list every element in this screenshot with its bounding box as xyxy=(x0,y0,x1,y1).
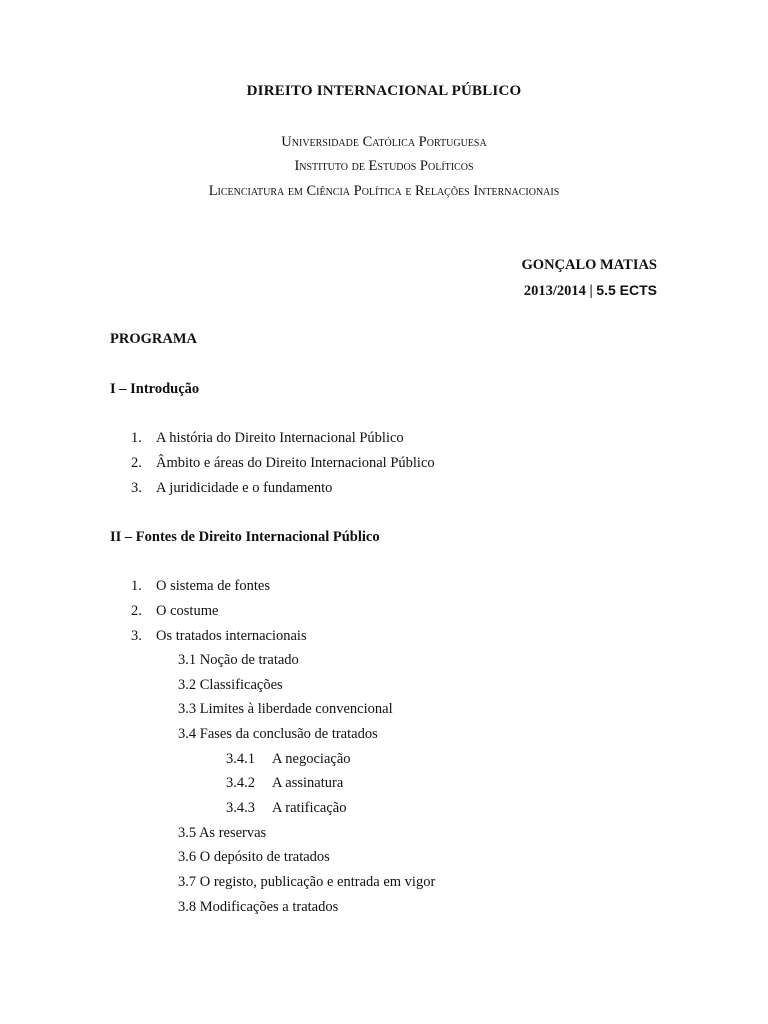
sub-list-item: 3.3 Limites à liberdade convencional xyxy=(178,701,393,717)
list-number: 1. xyxy=(131,578,142,594)
ects-credits: 5.5 ECTS xyxy=(596,282,657,298)
list-text: Âmbito e áreas do Direito Internacional Público xyxy=(156,455,435,471)
document-title: DIREITO INTERNACIONAL PÚBLICO xyxy=(246,83,522,99)
sub-sub-number: 3.4.2 xyxy=(226,775,255,791)
sub-sub-text: A ratificação xyxy=(272,800,347,816)
list-number: 3. xyxy=(131,628,142,644)
sub-sub-text: A assinatura xyxy=(272,775,344,791)
sub-list-item: 3.4 Fases da conclusão de tratados xyxy=(178,726,378,742)
author-name: GONÇALO MATIAS xyxy=(521,257,657,273)
degree-name: Licenciatura em Ciência Política e Relações Internacionais xyxy=(208,183,560,199)
sub-list-item: 3.5 As reservas xyxy=(178,825,267,841)
section-title: I – Introdução xyxy=(110,381,200,397)
list-text: O costume xyxy=(156,603,219,619)
list-text: O sistema de fontes xyxy=(156,578,270,594)
programa-heading: PROGRAMA xyxy=(110,331,197,347)
sub-list-item: 3.2 Classificações xyxy=(178,677,283,693)
sub-sub-text: A negociação xyxy=(272,751,351,767)
course-info xyxy=(524,282,657,300)
list-number: 2. xyxy=(131,603,142,619)
sub-list-item: 3.1 Noção de tratado xyxy=(178,652,299,668)
sub-list-item: 3.7 O registo, publicação e entrada em vigor xyxy=(178,874,436,890)
list-text: A história do Direito Internacional Público xyxy=(156,430,404,446)
list-number: 1. xyxy=(131,430,142,446)
sub-list-item: 3.8 Modificações a tratados xyxy=(178,899,339,915)
list-text: A juridicidade e o fundamento xyxy=(156,480,333,496)
academic-year: 2013/2014 xyxy=(523,283,586,299)
list-number: 2. xyxy=(131,455,142,471)
sub-sub-number: 3.4.3 xyxy=(226,800,255,816)
university-name: Universidade Católica Portuguesa xyxy=(281,134,487,150)
list-text: Os tratados internacionais xyxy=(156,628,307,644)
separator: | xyxy=(589,283,593,299)
sub-list-item: 3.6 O depósito de tratados xyxy=(178,849,330,865)
list-number: 3. xyxy=(131,480,142,496)
institute-name: Instituto de Estudos Políticos xyxy=(294,158,474,174)
sub-sub-number: 3.4.1 xyxy=(226,751,255,767)
section-title: II – Fontes de Direito Internacional Público xyxy=(110,529,380,545)
